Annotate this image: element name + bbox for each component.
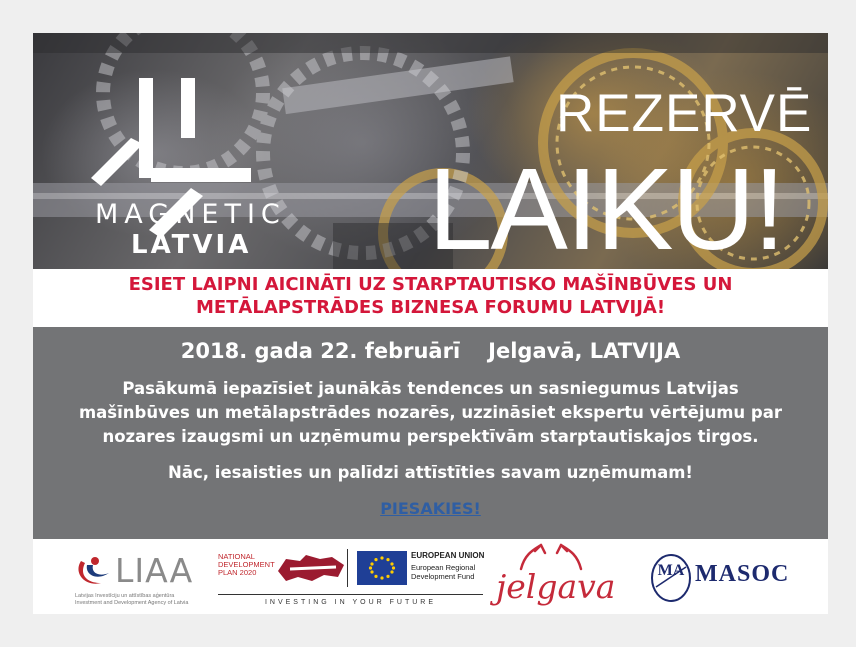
hero-banner — [33, 33, 828, 269]
invitation-line-2: METĀLAPSTRĀDES BIZNESA FORUMU LATVIJĀ! — [195, 297, 666, 318]
latvia-map-icon — [276, 551, 346, 585]
eu-subtitle — [411, 563, 475, 581]
logo-magnetic-text: MAGNETIC — [95, 199, 286, 230]
invitation-line-1: ESIET LAIPNI AICINĀTI UZ STARPTAUTISKO MAŠĪNBŪVES UN — [128, 274, 733, 295]
ndp-line-3: PLAN 2020 — [218, 568, 257, 577]
eu-subtitle-line-1: European Regional — [411, 563, 476, 572]
liaa-subtitle-lv: Latvijas Investīciju un attīstības aģentūra — [75, 593, 175, 599]
jelgava-logo-text: jelgava — [496, 567, 616, 606]
ndp-line-1: NATIONAL — [218, 552, 255, 561]
event-date-location — [33, 339, 828, 363]
event-info-panel — [33, 327, 828, 539]
logo-divider — [347, 549, 348, 587]
liaa-subtitle-en: Investment and Development Agency of Latvia — [75, 600, 189, 606]
ndp-line-2: DEVELOPMENT — [218, 560, 275, 569]
masoc-logo-text: MASOC — [695, 561, 790, 587]
event-description: Pasākumā iepazīsiet jaunākās tendences un sasniegumus Latvijas mašīnbūves un metālapstrādes nozarēs, uzzināsiet ekspertu vērtējumu par nozares izaugsmi un uzņēmumu perspektīvām starptautiskajos tirgos. — [78, 379, 782, 446]
masoc-emblem-icon — [650, 553, 692, 603]
call-to-action: Nāc, iesaisties un palīdzi attīstīties savam uzņēmumam! — [168, 463, 693, 482]
eu-title: EUROPEAN UNION — [411, 551, 485, 560]
liaa-name: LIAA — [115, 551, 194, 590]
event-date: 2018. gada 22. februārī — [180, 339, 461, 363]
register-link-wrapper — [33, 499, 828, 518]
event-location: Jelgavā, LATVIJA — [488, 339, 681, 363]
register-link[interactable]: PIESAKIES! — [380, 499, 481, 518]
liaa-swirl-icon — [75, 553, 113, 589]
invitation-banner — [33, 269, 828, 327]
headline-reserve: REZERVĒ — [556, 84, 813, 143]
sponsor-logos — [33, 539, 828, 614]
eu-flag-icon — [357, 551, 407, 585]
logo-latvia-text: LATVIA — [131, 230, 252, 260]
masoc-emblem-letters: MA — [657, 562, 685, 579]
investing-divider — [218, 594, 483, 595]
investing-slogan: INVESTING IN YOUR FUTURE — [264, 599, 437, 606]
headline-time: LAIKU! — [428, 144, 784, 269]
national-development-plan-logo — [218, 553, 275, 577]
event-card — [33, 33, 828, 614]
eu-subtitle-line-2: Development Fund — [411, 572, 475, 581]
